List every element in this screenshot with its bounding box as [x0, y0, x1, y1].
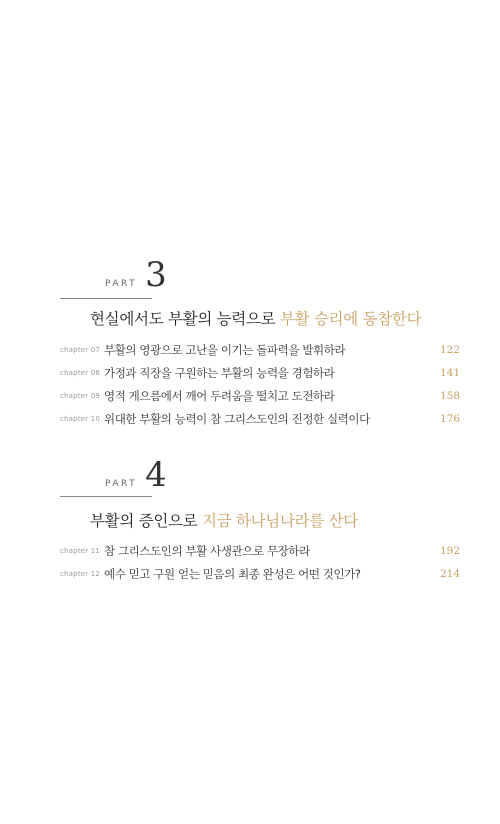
chapter-page: 176 — [439, 412, 460, 425]
part-3-heading — [105, 255, 167, 295]
chapter-page: 192 — [439, 544, 460, 557]
chapter-item — [60, 407, 460, 430]
title-accent: 지금 하나님나라를 산다 — [201, 512, 358, 530]
chapter-title: 위대한 부활의 능력이 참 그리스도인의 진정한 실력이다 — [104, 411, 370, 426]
chapter-label: chapter 08 — [60, 368, 101, 377]
chapter-title: 부활의 영광으로 고난을 이기는 돌파력을 발휘하라 — [104, 342, 346, 357]
part-number: 3 — [145, 255, 167, 295]
chapter-title: 참 그리스도인의 부활 사생관으로 무장하라 — [104, 543, 310, 558]
chapter-page: 158 — [439, 389, 460, 402]
chapter-item — [60, 539, 460, 562]
chapter-list — [60, 539, 460, 585]
part-3-title — [90, 307, 421, 329]
chapter-page: 214 — [439, 567, 460, 580]
chapter-item — [60, 338, 460, 361]
part-4-title — [90, 509, 358, 531]
chapter-title: 예수 믿고 구원 얻는 믿음의 최종 완성은 어떤 것인가? — [104, 566, 361, 581]
part-number: 4 — [145, 455, 167, 495]
title-plain: 부활의 증인으로 — [90, 512, 202, 530]
chapter-item — [60, 361, 460, 384]
part-4-heading — [105, 455, 167, 495]
chapter-label: chapter 07 — [60, 345, 101, 354]
chapter-label: chapter 12 — [60, 569, 101, 578]
divider-rule — [60, 298, 152, 299]
chapter-list — [60, 338, 460, 430]
chapter-label: chapter 10 — [60, 414, 101, 423]
chapter-page: 141 — [439, 366, 460, 379]
part-word: PART — [105, 279, 138, 289]
chapter-label: chapter 09 — [60, 391, 101, 400]
chapter-title: 가정과 직장을 구원하는 부활의 능력을 경험하라 — [104, 365, 335, 380]
title-accent: 부활 승리에 동참한다 — [279, 310, 422, 328]
title-plain: 현실에서도 부활의 능력으로 — [90, 310, 280, 328]
divider-rule — [60, 496, 152, 497]
chapter-label: chapter 11 — [60, 546, 101, 555]
chapter-title: 영적 게으름에서 깨어 두려움을 떨치고 도전하라 — [104, 388, 335, 403]
chapter-item — [60, 384, 460, 407]
chapter-page: 122 — [439, 343, 460, 356]
chapter-item — [60, 562, 460, 585]
part-word: PART — [105, 479, 138, 489]
